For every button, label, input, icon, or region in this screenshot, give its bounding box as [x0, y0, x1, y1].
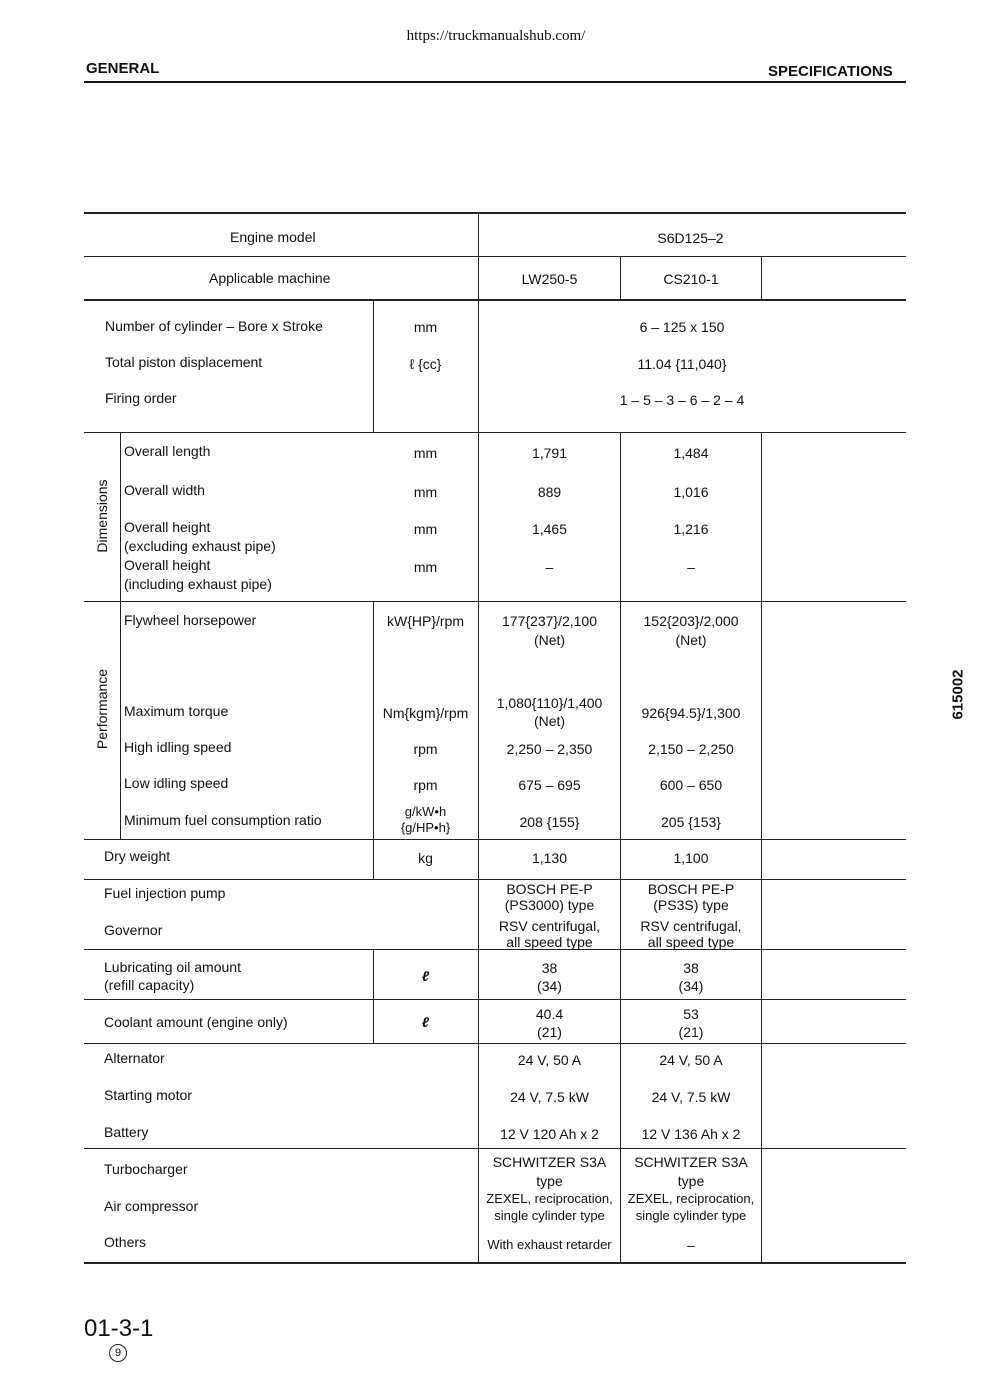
table-rule: [84, 212, 906, 214]
page-number: 01-3-1: [84, 1315, 154, 1342]
row-label-coolant: Coolant amount (engine only): [104, 1014, 288, 1030]
row-label-battery: Battery: [104, 1124, 149, 1140]
document-id: 615002: [949, 669, 967, 720]
cell-value: 38: [683, 960, 699, 976]
row-unit: mm: [413, 484, 438, 500]
cell-value: 24 V, 7.5 kW: [651, 1089, 731, 1105]
row-label-fuel-ratio: Minimum fuel consumption ratio: [124, 812, 322, 828]
cell-value: all speed type: [506, 934, 593, 950]
row-label-governor: Governor: [104, 922, 163, 938]
source-url[interactable]: https://truckmanualshub.com/: [406, 28, 586, 44]
cell-value: –: [545, 559, 554, 575]
cell-value: 6 – 125 x 150: [639, 319, 725, 335]
revision-mark: 9: [109, 1344, 127, 1362]
row-unit: mm: [413, 521, 438, 537]
cell-value: 24 V, 50 A: [659, 1052, 723, 1068]
cell-value: BOSCH PE-P: [647, 881, 735, 897]
row-unit: kg: [418, 850, 433, 866]
machine-label: Applicable machine: [209, 270, 331, 286]
cell-value: type: [536, 1173, 563, 1189]
cell-value: (PS3000) type: [504, 897, 595, 913]
row-label-high-idle: High idling speed: [124, 739, 232, 755]
section-title: GENERAL: [86, 60, 160, 77]
cell-value: 1,791: [531, 445, 568, 461]
cell-value: 205 {153}: [661, 814, 721, 830]
cell-value: 152{203}/2,000: [643, 613, 739, 629]
engine-model-label: Engine model: [230, 229, 316, 245]
cell-value: 1,130: [531, 850, 568, 866]
row-label-dry-weight: Dry weight: [104, 848, 171, 864]
row-label-lube-oil-note: (refill capacity): [104, 977, 195, 993]
group-label-performance: Performance: [94, 668, 110, 750]
row-unit: ℓ: [421, 1014, 430, 1030]
table-rule: [84, 299, 906, 301]
table-rule: [84, 601, 906, 602]
row-label-lube-oil: Lubricating oil amount: [104, 959, 241, 975]
row-label-height-note: (including exhaust pipe): [124, 576, 272, 592]
table-rule: [84, 1148, 906, 1149]
cell-value: 11.04 {11,040}: [637, 356, 727, 372]
cell-value: (Net): [675, 632, 707, 648]
engine-model-value: S6D125–2: [657, 230, 724, 246]
row-unit: g/kW•h: [404, 804, 447, 819]
cell-value: 2,150 – 2,250: [648, 741, 734, 757]
row-label-air-compressor: Air compressor: [104, 1198, 199, 1214]
cell-value: (21): [678, 1024, 704, 1040]
group-rule: [120, 432, 121, 840]
row-label-alternator: Alternator: [104, 1050, 165, 1066]
row-label-others: Others: [104, 1234, 147, 1250]
row-label-displacement: Total piston displacement: [105, 354, 263, 370]
cell-value: 1,016: [673, 484, 709, 500]
header-rule: [84, 81, 906, 83]
cell-value: SCHWITZER S3A: [492, 1154, 607, 1170]
cell-value: 38: [541, 960, 558, 976]
cell-value: 177{237}/2,100: [502, 613, 597, 629]
cell-value: 926{94.5}/1,300: [641, 705, 741, 721]
cell-value: 40.4: [535, 1006, 564, 1022]
cell-value: 1,465: [531, 521, 568, 537]
cell-value: 1,216: [673, 521, 709, 537]
cell-value: 208 {155}: [519, 814, 580, 830]
row-unit: ℓ {cc}: [409, 356, 442, 372]
cell-value: (34): [537, 978, 562, 994]
row-label-length: Overall length: [124, 443, 211, 459]
row-unit: mm: [413, 559, 438, 575]
row-label-flywheel-hp: Flywheel horsepower: [124, 612, 257, 628]
machine-cs210: CS210-1: [663, 271, 719, 287]
cell-value: 1 – 5 – 3 – 6 – 2 – 4: [619, 392, 745, 408]
cell-value: 1,100: [673, 850, 709, 866]
row-label-injection-pump: Fuel injection pump: [104, 885, 226, 901]
row-label-torque: Maximum torque: [124, 703, 229, 719]
row-unit: rpm: [413, 777, 438, 793]
cell-value: 24 V, 50 A: [517, 1052, 582, 1068]
row-unit: Nm{kgm}/rpm: [382, 705, 469, 721]
row-label-turbocharger: Turbocharger: [104, 1161, 188, 1177]
cell-value: (Net): [533, 713, 566, 729]
cell-value: 1,484: [673, 445, 709, 461]
cell-value: 1,080{110}/1,400: [496, 695, 603, 711]
row-label-low-idle: Low idling speed: [124, 775, 229, 791]
row-unit: rpm: [413, 741, 438, 757]
cell-value: 675 – 695: [518, 777, 581, 793]
row-label-cylinder: Number of cylinder – Bore x Stroke: [105, 318, 323, 334]
row-unit: ℓ: [421, 968, 430, 984]
cell-value: –: [687, 1237, 695, 1253]
cell-value: 600 – 650: [659, 777, 723, 793]
cell-value: RSV centrifugal,: [498, 918, 601, 934]
row-label-height-note: (excluding exhaust pipe): [124, 538, 276, 554]
cell-value: (34): [678, 978, 704, 994]
cell-value: ZEXEL, reciprocation,: [627, 1191, 755, 1206]
page-title: SPECIFICATIONS: [768, 63, 893, 80]
row-unit: {g/HP•h}: [400, 820, 451, 835]
cell-value: 2,250 – 2,350: [506, 741, 593, 757]
row-label-starting-motor: Starting motor: [104, 1087, 192, 1103]
cell-value: 12 V 136 Ah x 2: [641, 1126, 741, 1142]
table-rule: [84, 999, 906, 1000]
row-label-width: Overall width: [124, 482, 205, 498]
cell-value: all speed type: [647, 934, 735, 950]
cell-value: 12 V 120 Ah x 2: [500, 1126, 599, 1142]
table-rule: [84, 432, 906, 433]
cell-value: RSV centrifugal,: [640, 918, 742, 934]
table-rule: [84, 1043, 906, 1044]
cell-value: 889: [537, 484, 562, 500]
row-label-firing: Firing order: [105, 390, 177, 406]
cell-value: ZEXEL, reciprocation,: [486, 1191, 613, 1206]
group-label-dimensions: Dimensions: [94, 479, 110, 553]
cell-value: (21): [537, 1024, 562, 1040]
table-rule: [84, 256, 906, 257]
cell-value: 53: [683, 1006, 699, 1022]
cell-value: single cylinder type: [494, 1208, 605, 1223]
row-label-height: Overall height: [124, 519, 211, 535]
row-unit: mm: [413, 445, 438, 461]
cell-value: BOSCH PE-P: [506, 881, 593, 897]
row-unit: mm: [413, 319, 438, 335]
cell-value: With exhaust retarder: [487, 1237, 612, 1252]
cell-value: type: [677, 1173, 705, 1189]
cell-value: (PS3S) type: [653, 897, 729, 913]
row-label-height: Overall height: [124, 557, 211, 573]
cell-value: single cylinder type: [635, 1208, 747, 1223]
cell-value: –: [687, 559, 695, 575]
row-unit: kW{HP}/rpm: [386, 613, 464, 629]
table-rule: [84, 839, 906, 840]
cell-value: 24 V, 7.5 kW: [510, 1089, 589, 1105]
table-rule: [84, 1262, 906, 1264]
machine-lw250: LW250-5: [521, 271, 578, 287]
cell-value: (Net): [533, 632, 566, 648]
cell-value: SCHWITZER S3A: [634, 1154, 748, 1170]
